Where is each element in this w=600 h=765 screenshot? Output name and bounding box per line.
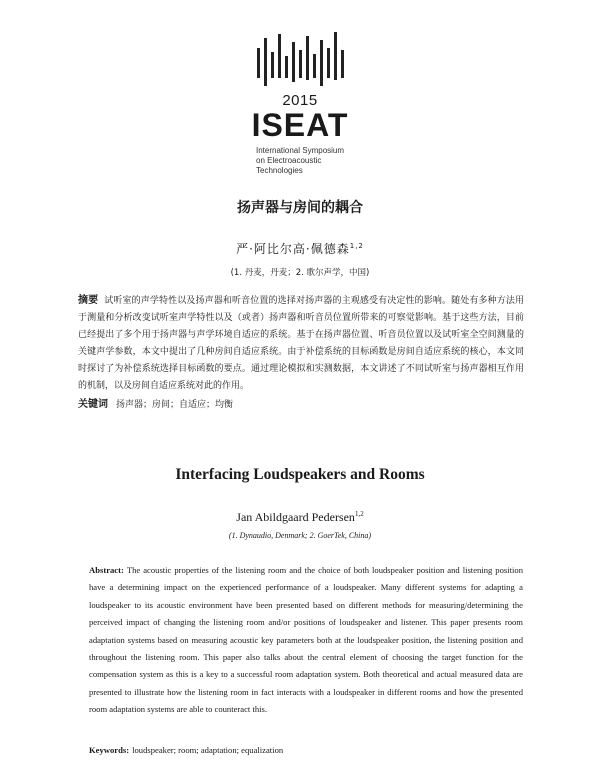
logo-year: 2015	[282, 92, 318, 109]
iseat-logo-mark	[255, 30, 347, 88]
cn-keywords-text: 扬声器；房间；自适应；均衡	[116, 400, 234, 410]
logo-subtitle-line: International Symposium	[256, 146, 345, 155]
cn-abstract-label: 摘要	[78, 295, 99, 306]
en-keywords-label: Keywords:	[89, 745, 130, 755]
cn-author-name: 严·阿比尔高·佩德森	[236, 242, 350, 256]
logo-subtitle-line: Technologies	[256, 166, 303, 175]
cn-author-sup: 1,2	[349, 242, 364, 250]
cn-keywords-label: 关键词	[78, 399, 108, 410]
logo-name: ISEAT	[251, 107, 349, 143]
logo-subtitle-line: on Electroacoustic	[256, 156, 322, 165]
en-author-name: Jan Abildgaard Pedersen	[236, 510, 355, 524]
en-abstract-text: The acoustic properties of the listening room and the choice of both loudspeaker position and listening position have a determining impact on the experienced performance of a loudspeaker. Many different systems for adapting a loudspeaker to its acoustic environment have been presented based on different methods for measuring/determining the perceived impact of changing the listening room and/or positions of loudspeaker and listener. This paper presents room adaptation systems based on measuring acoustic key parameters both at the loudspeaker position, the listening position and throughout the listening room. This paper also talks about the central element of choosing the target function for the compensation system as this is a key to a successful room adaptation system. Both theoretical and actual measured data are presented to illustrate how the listening room in fact interacts with a loudspeaker in different rooms and how the presented room adaptation systems are able to counteract this.	[89, 565, 523, 715]
en-abstract-label: Abstract:	[89, 565, 124, 575]
en-keywords-text: loudspeaker; room; adaptation; equalization	[132, 745, 284, 755]
en-author	[0, 510, 600, 525]
en-author-sup: 1,2	[354, 510, 364, 518]
cn-keywords	[78, 395, 524, 410]
cn-affiliation: (1. 丹麦，丹麦；2. 歌尔声学，中国)	[230, 268, 370, 278]
cn-title: 扬声器与房间的耦合	[237, 200, 363, 216]
en-keywords	[89, 745, 523, 755]
cn-abstract	[78, 292, 524, 395]
cn-abstract-text: 试听室的声学特性以及扬声器和听音位置的选择对扬声器的主观感受有决定性的影响。随处有多种方法用于测量和分析改变试听室声学特性以及（或者）扬声器和听音员位置所带来的可察觉影响。基于这些方法，目前已经提出了多个用于扬声器与声学环境自适应的系统。基于在扬声器位置、听音员位置以及试听室全空间测量的关键声学参数，本文中提出了几种房间自适应系统。由于补偿系统的目标函数是房间自适应系统的核心，本文同时探讨了为补偿系统选择目标函数的要点。通过理论模拟和实测数据，本文讲述了不同试听室与扬声器相互作用的机制，以及房间自适应系统对此的作用。	[78, 296, 524, 391]
en-affiliation: (1. Dynaudio, Denmark; 2. GoerTek, China)	[228, 531, 372, 540]
en-abstract	[89, 562, 523, 719]
cn-author	[0, 240, 600, 257]
logo-subtitle	[256, 146, 376, 176]
en-title: Interfacing Loudspeakers and Rooms	[175, 466, 425, 483]
